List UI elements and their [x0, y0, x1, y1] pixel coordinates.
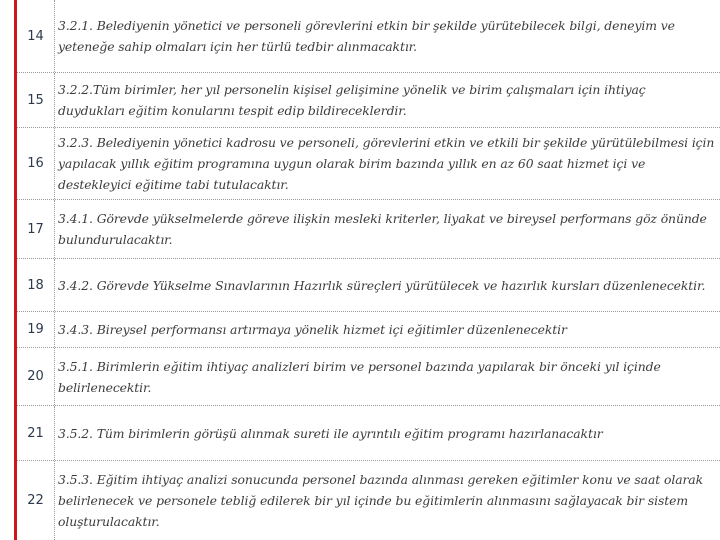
column-divider — [54, 200, 55, 258]
table-row — [17, 200, 720, 259]
table-row — [17, 312, 720, 348]
column-divider — [54, 73, 55, 127]
row-text-content: 3.5.3. Eğitim ihtiyaç analizi sonucunda personel bazında alınması gereken eğitimler konu ve saat olarak belirlenecek ve personele tebliğ edilerek bir yıl içinde bu eğitimlerin alınmasını sağlayacak bir sistem oluşturulacaktır. — [58, 472, 704, 529]
row-text-content: 3.5.1. Birimlerin eğitim ihtiyaç analizleri birim ve personel bazında yapılarak bir önceki yıl içinde belirlenecektir. — [58, 358, 661, 395]
row-number: 20 — [27, 369, 44, 384]
row-text-content: 3.2.2.Tüm birimler, her yıl personelin kişisel gelişimine yönelik ve birim çalışmaları için ihtiyaç duydukları eğitim konularını tespit edip bildireceklerdir. — [58, 82, 646, 118]
row-text — [58, 128, 716, 199]
table-row — [17, 128, 720, 200]
table-row — [17, 461, 720, 540]
column-divider — [54, 461, 55, 540]
row-number: 19 — [27, 322, 44, 337]
column-divider — [54, 312, 55, 347]
row-text-content: 3.2.3. Belediyenin yönetici kadrosu ve personeli, görevlerini etkin ve etkili bir şekilde yürütülebilmesi için yapılacak yıllık eğitim programına uygun olarak birim bazında yıllık en az 60 saat hizmet içi ve destekleyici eğitime tabi tutulacaktır. — [58, 135, 715, 192]
row-number: 17 — [27, 221, 44, 237]
row-number: 18 — [27, 277, 44, 293]
row-text-content: 3.2.1. Belediyenin yönetici ve personeli görevlerini etkin bir şekilde yürütebilecek bilgi, deneyim ve yeteneğe sahip olmaları için her türlü tedbir alınmacaktır. — [58, 18, 675, 54]
row-text-content: 3.4.3. Bireysel performansı artırmaya yönelik hizmet içi eğitimler düzenlenecektir — [58, 322, 567, 337]
table-row — [17, 0, 720, 73]
column-divider — [54, 348, 55, 405]
row-text-content: 3.4.1. Görevde yükselmelerde göreve ilişkin mesleki kriterler, liyakat ve bireysel performans göz önünde bulundurulacaktır. — [58, 211, 707, 247]
row-text — [58, 200, 716, 258]
table-row — [17, 406, 720, 461]
row-text — [58, 73, 716, 127]
row-text — [58, 312, 716, 347]
column-divider — [54, 406, 55, 460]
row-number: 21 — [27, 425, 44, 441]
row-text — [58, 406, 716, 460]
row-text — [58, 461, 716, 540]
row-text-content: 3.4.2. Görevde Yükselme Sınavlarının Hazırlık süreçleri yürütülecek ve hazırlık kursları düzenlenecektir. — [58, 277, 706, 293]
row-text — [58, 0, 716, 72]
row-text — [58, 348, 716, 405]
column-divider — [54, 128, 55, 199]
row-text — [58, 259, 716, 311]
table-row — [17, 73, 720, 128]
row-number: 22 — [27, 493, 44, 508]
row-text-content: 3.5.2. Tüm birimlerin görüşü alınmak sureti ile ayrıntılı eğitim programı hazırlanacaktır — [58, 425, 603, 441]
column-divider — [54, 0, 55, 72]
table-row — [17, 259, 720, 312]
row-number: 14 — [27, 28, 44, 44]
row-number: 15 — [27, 92, 44, 108]
column-divider — [54, 259, 55, 311]
table-row — [17, 348, 720, 406]
row-number: 16 — [27, 156, 44, 171]
